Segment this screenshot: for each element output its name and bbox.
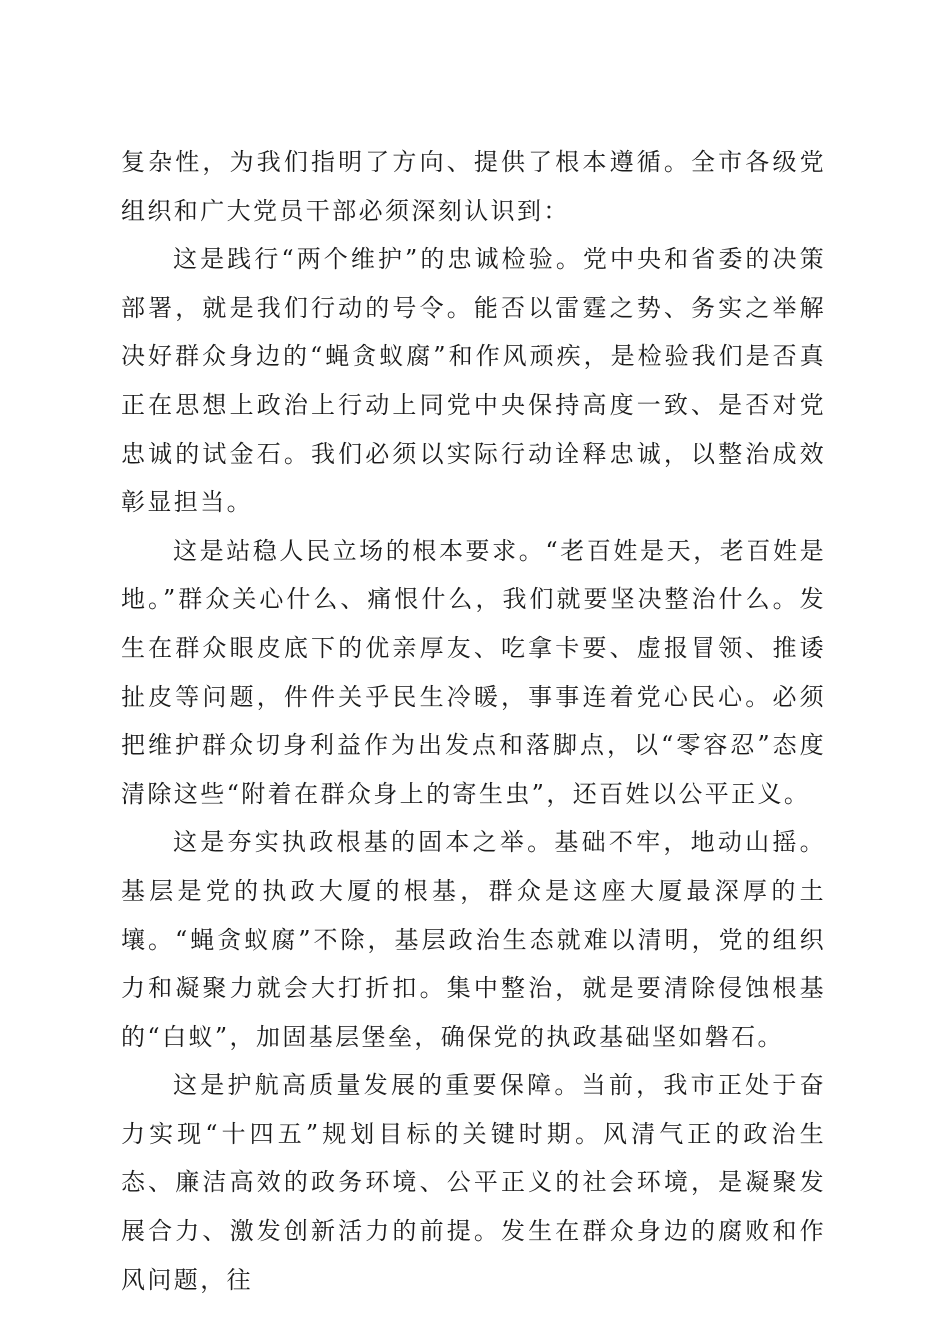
document-body <box>121 138 826 1304</box>
paragraph-loyalty-test: 这是践行“两个维护”的忠诚检验。党中央和省委的决策部署，就是我们行动的号令。能否以雷霆之势、务实之举解决好群众身边的“蝇贪蚁腐”和作风顽疾，是检验我们是否真正在思想上政治上行动上同党中央保持高度一致、是否对党忠诚的试金石。我们必须以实际行动诠释忠诚，以整治成效彰显担当。 <box>121 245 826 517</box>
paragraph-governance-foundation: 这是夯实执政根基的固本之举。基础不牢，地动山摇。基层是党的执政大厦的根基，群众是这座大厦最深厚的土壤。“蝇贪蚁腐”不除，基层政治生态就难以清明，党的组织力和凝聚力就会大打折扣。集中整治，就是要清除侵蚀根基的“白蚁”，加固基层堡垒，确保党的执政基础坚如磐石。 <box>121 828 826 1051</box>
paragraph-continuation: 复杂性，为我们指明了方向、提供了根本遵循。全市各级党组织和广大党员干部必须深刻认识到： <box>121 148 826 225</box>
paragraph-people-stance: 这是站稳人民立场的根本要求。“老百姓是天，老百姓是地。”群众关心什么、痛恨什么，我们就要坚决整治什么。发生在群众眼皮底下的优亲厚友、吃拿卡要、虚报冒领、推诿扯皮等问题，件件关乎民生冷暖，事事连着党心民心。必须把维护群众切身利益作为出发点和落脚点，以“零容忍”态度清除这些“附着在群众身上的寄生虫”，还百姓以公平正义。 <box>121 536 826 808</box>
paragraph-development-guarantee: 这是护航高质量发展的重要保障。当前，我市正处于奋力实现“十四五”规划目标的关键时期。风清气正的政治生态、廉洁高效的政务环境、公平正义的社会环境，是凝聚发展合力、激发创新活力的前提。发生在群众身边的腐败和作风问题，往 <box>121 1071 826 1294</box>
